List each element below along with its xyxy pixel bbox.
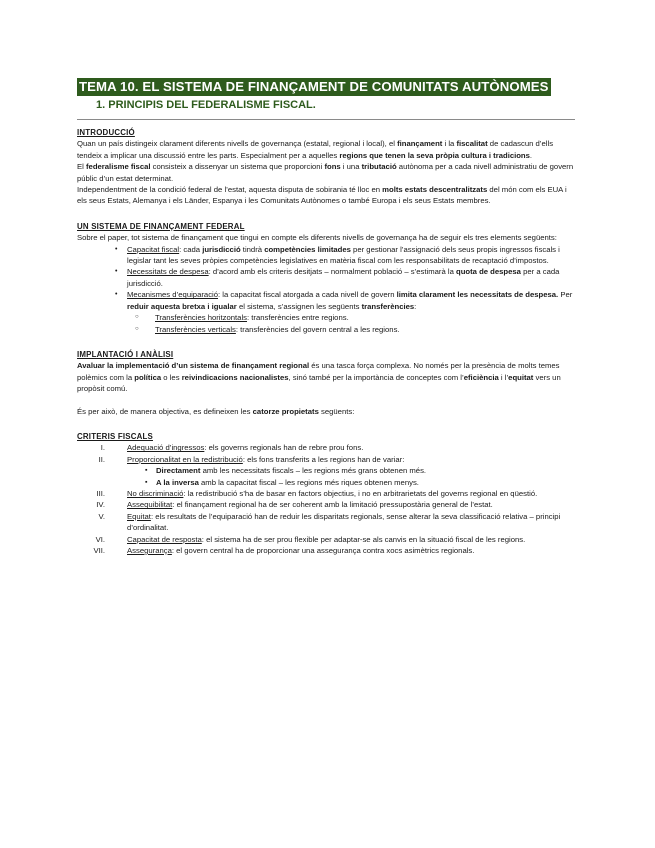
section-subtitle: 1. PRINCIPIS DEL FEDERALISME FISCAL. bbox=[96, 99, 316, 111]
list-item: III. No discriminació: la redistribució s’ha de basar en factors objectius, i no en arbitrarietats del governs regional en qüestió. bbox=[96, 488, 538, 498]
intro-paragraph-1: Quan un país distingeix clarament diferents nivells de governança (estatal, regional i local), el finançament i la fiscalitat de cadascun d’ells tendeix a implicar una discussió entre les parts. Especialment per a aquelles regions que tenen la seva pròpia cultura i tradicions. bbox=[77, 139, 554, 160]
criteria-section bbox=[77, 431, 577, 556]
list-item: VI. Capacitat de resposta: el sistema ha de ser prou flexible per adaptar-se als canvis en la situació fiscal de les regions. bbox=[95, 534, 526, 544]
intro-paragraph-2: El federalisme fiscal consisteix a dissenyar un sistema que proporcioni fons i una tributació autònoma per a cada nivell administratiu de govern públic d’un estat determinat. bbox=[77, 162, 574, 183]
intro-paragraph-3: Independentment de la condició federal de l’estat, aquesta disputa de sobirania té lloc en molts estats descentralitzats del món com els EUA i els seus Estats, Alemanya i els Länder, Espanya i les Comunitats Autònomes o també Europa i els seus Estats membres. bbox=[77, 185, 567, 206]
list-item: • Capacitat fiscal: cada jurisdicció tindrà competències limitades per gestionar l’assignació dels seus propis ingressos fiscals i legislar tant les seves pròpies competències legislatives en matèria fiscal com les responsabilitats de recaptació d’impostos. bbox=[77, 244, 577, 267]
list-item: II. Proporcionalitat en la redistribució: els fons transferits a les regions han de variar: bbox=[98, 454, 405, 464]
list-item: VII. Assegurança: el govern central ha de proporcionar una assegurança contra xocs asimètrics regionals. bbox=[93, 546, 475, 555]
sub-list-item: ○ Transferències horitzontals: transferències entre regions. bbox=[77, 312, 577, 323]
implementation-paragraph-1: Avaluar la implementació d’un sistema de finançament regional és una tasca força complexa. No només per la presència de molts temes polèmics com la política o les reivindicacions nacionalistes, sinó també per la importància de conceptes com l’eficiència i l’equitat vers un propòsit comú. bbox=[77, 361, 561, 394]
list-item: V. Equitat: els resultats de l’equiparació han de reduir les disparitats regionals, sense alterar la seva classificació relativa – principi d’ordinalitat. bbox=[98, 511, 561, 533]
list-item: • Necessitats de despesa: d’acord amb els criteris desitjats – normalment població – s’estimarà la quota de despesa per a cada jurisdicció. bbox=[77, 266, 577, 289]
divider bbox=[77, 119, 575, 120]
federal-section bbox=[77, 221, 577, 335]
document-page bbox=[77, 78, 577, 556]
implementation-section bbox=[77, 349, 577, 417]
list-item: IV. Assequibilitat: el finançament regional ha de ser coherent amb la limitació pressupostària general de l’estat. bbox=[96, 500, 493, 510]
document-title: TEMA 10. EL SISTEMA DE FINANÇAMENT DE COMUNITATS AUTÒNOMES bbox=[79, 79, 549, 94]
implementation-heading: IMPLANTACIÓ I ANÀLISI bbox=[77, 349, 174, 359]
list-item: • Mecanismes d’equiparació: la capacitat fiscal atorgada a cada nivell de govern limita clarament les necessitats de despesa. Per reduir aquesta bretxa i igualar el sistema, s’assignen les següents transferències: bbox=[77, 289, 577, 312]
implementation-paragraph-2: És per això, de manera objectiva, es defineixen les catorze propietats següents: bbox=[77, 406, 355, 416]
intro-heading: INTRODUCCIÓ bbox=[77, 128, 135, 137]
federal-heading: UN SISTEMA DE FINANÇAMENT FEDERAL bbox=[77, 221, 245, 231]
federal-intro: Sobre el paper, tot sistema de finançament que tingui en compte els diferents nivells de governança ha de seguir els tres elements següents: bbox=[77, 233, 557, 243]
sub-list-item: ▪ Directament amb les necessitats fiscals – les regions més grans obtenen més. bbox=[77, 465, 577, 476]
intro-section bbox=[77, 127, 577, 207]
sub-list-item: ○ Transferències verticals: transferències del govern central a les regions. bbox=[77, 324, 577, 335]
criteria-list bbox=[77, 442, 577, 556]
sub-list-item: ▪ A la inversa amb la capacitat fiscal – les regions més riques obtenen menys. bbox=[77, 477, 577, 488]
list-item: I. Adequació d’ingressos: els governs regionals han de rebre prou fons. bbox=[100, 443, 364, 453]
criteria-heading: CRITERIS FISCALS bbox=[77, 431, 153, 441]
federal-list bbox=[77, 244, 577, 335]
